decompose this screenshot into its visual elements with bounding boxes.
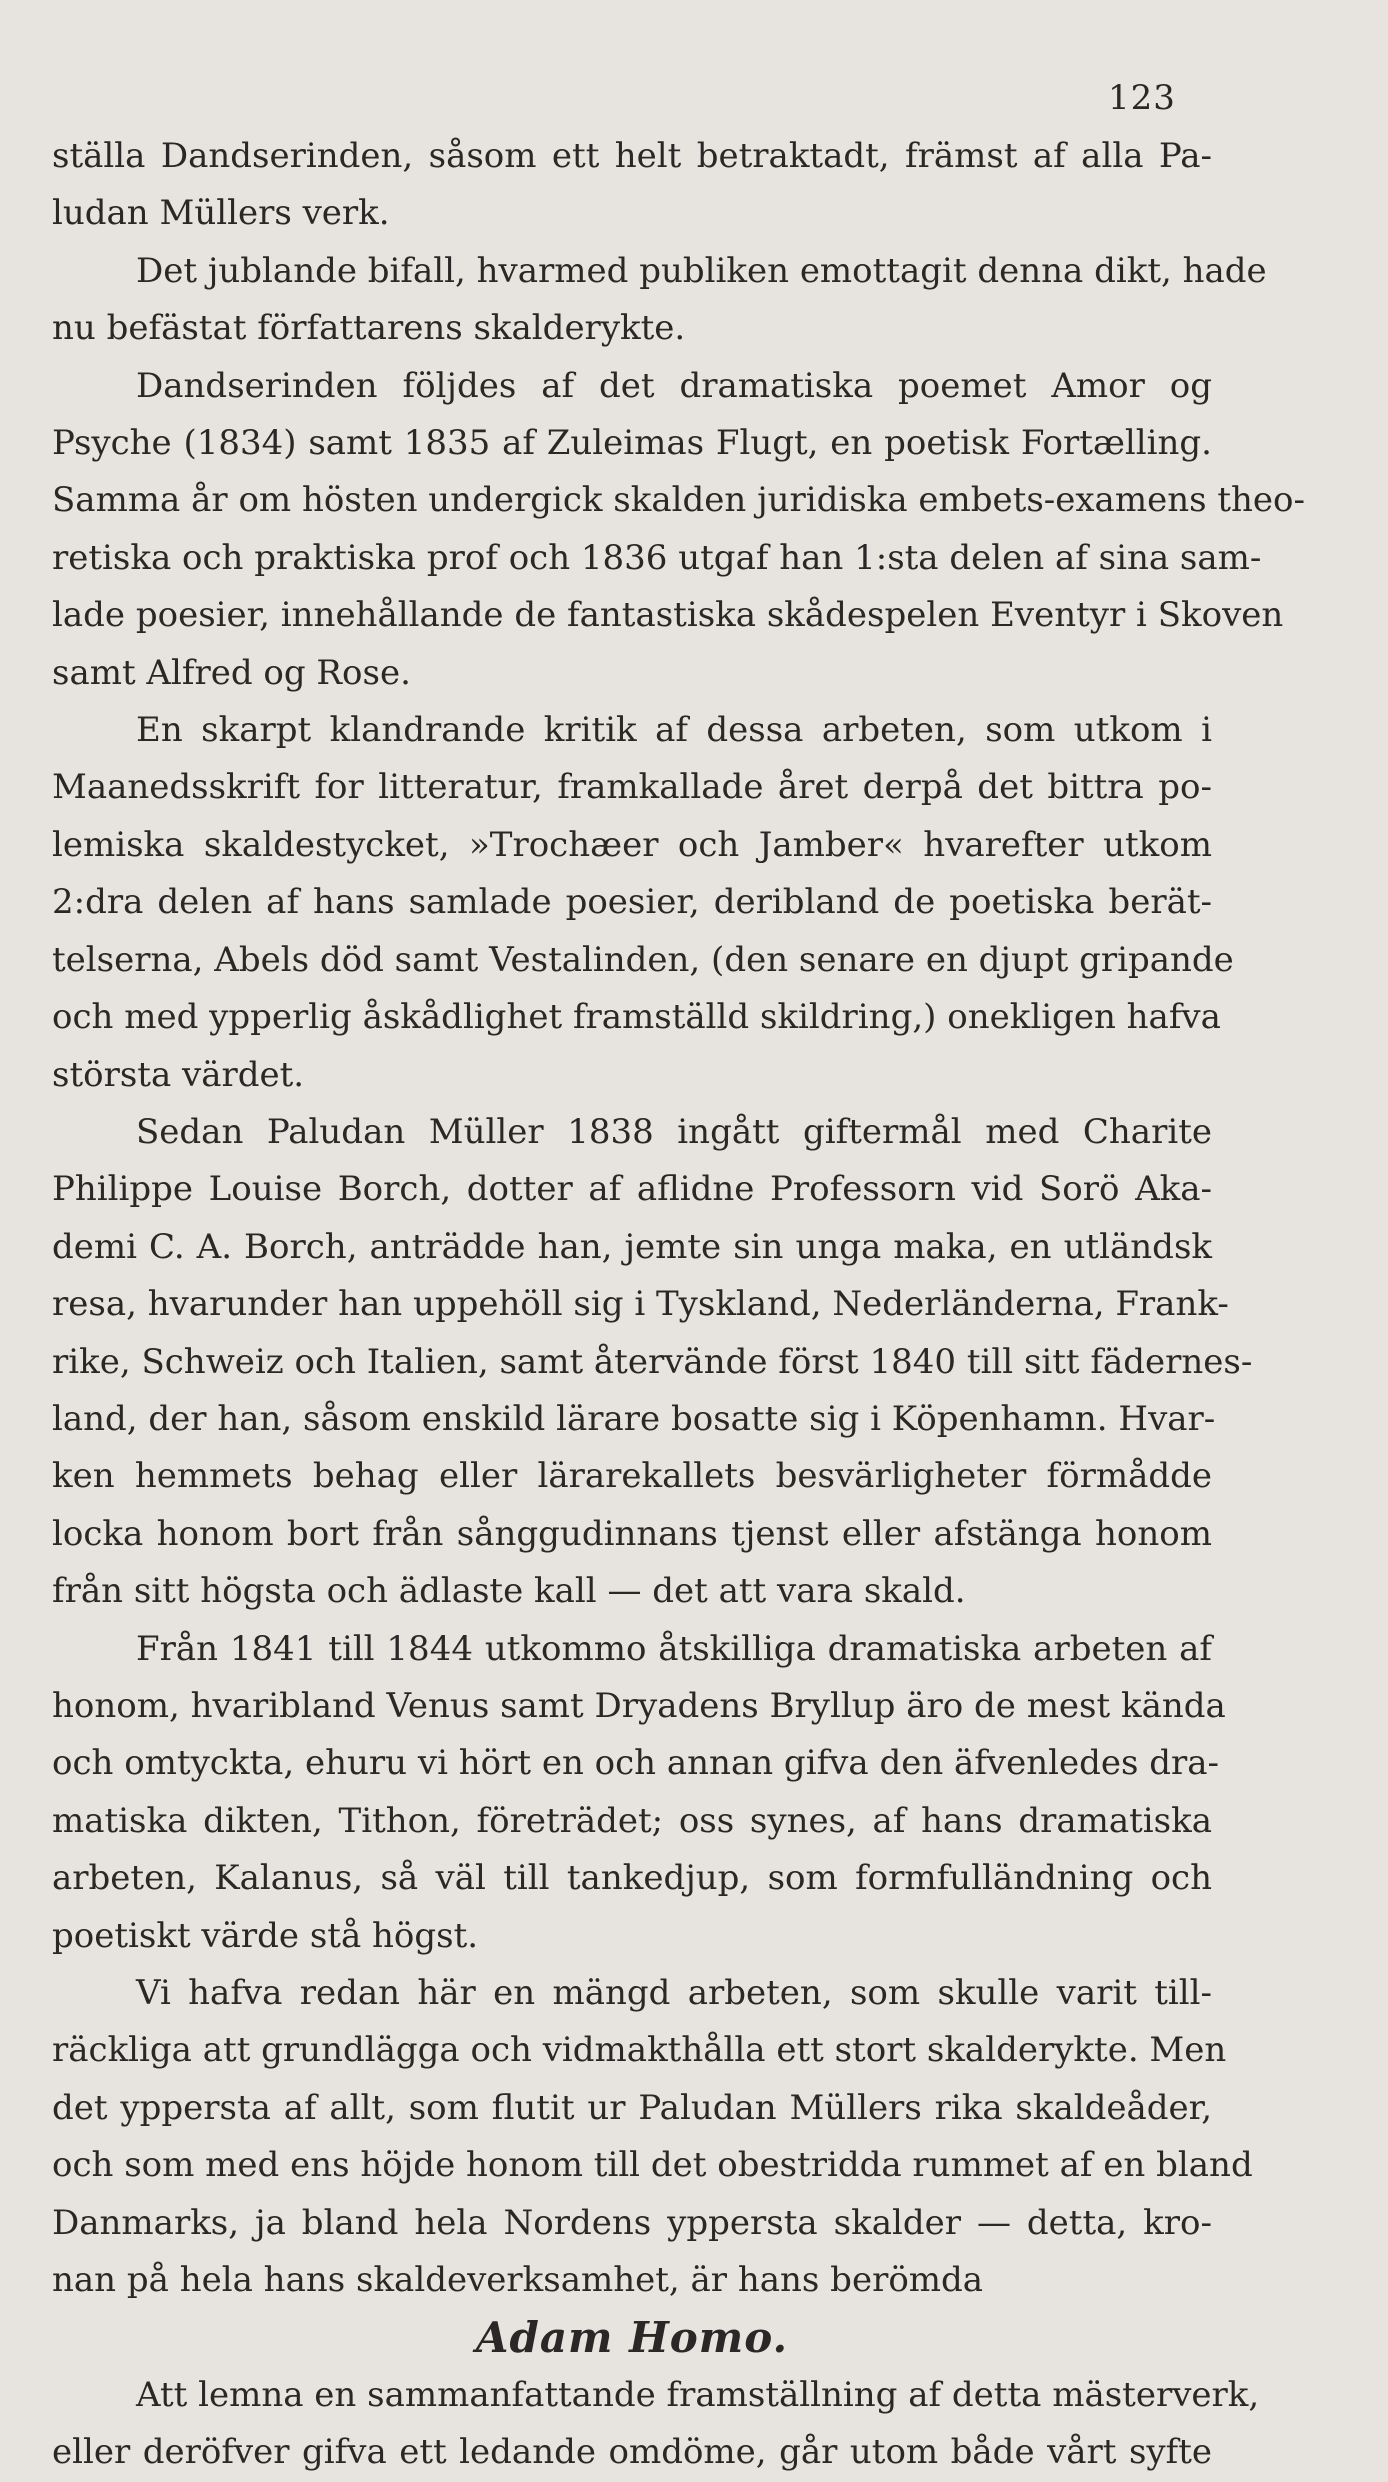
text-line: demi C. A. Borch, anträdde han, jemte sin unga maka, en utländsk [52,1226,1212,1267]
text-line: och omtyckta, ehuru vi hört en och annan gifva den äfvenledes dra- [52,1743,1220,1784]
text-line: nan på hela hans skaldeverksamhet, är hans berömda [52,2260,984,2301]
text-line: Dandserinden följdes af det dramatiska poemet Amor og [136,365,1212,406]
text-line: land, der han, såsom enskild lärare bosatte sig i Köpenhamn. Hvar- [52,1398,1216,1439]
text-line: lade poesier, innehållande de fantastiska skådespelen Eventyr i Skoven [52,595,1284,636]
text-line: ken hemmets behag eller lärarekallets besvärligheter förmådde [52,1456,1212,1497]
text-line: 2:dra delen af hans samlade poesier, deribland de poetiska berät- [52,882,1212,923]
text-line: locka honom bort från sånggudinnans tjenst eller afstänga honom [52,1513,1212,1554]
text-line: arbeten, Kalanus, så väl till tankedjup, som formfulländning och [52,1858,1212,1899]
text-line: Från 1841 till 1844 utkommo åtskilliga dramatiska arbeten af [136,1628,1212,1669]
text-line: och som med ens höjde honom till det obestridda rummet af en bland [52,2145,1253,2186]
text-line: Danmarks, ja bland hela Nordens yppersta skalder — detta, kro- [52,2202,1212,2243]
text-line: räckliga att grundlägga och vidmakthålla ett stort skalderykte. Men [52,2030,1227,2071]
text-line: Det jublande bifall, hvarmed publiken emottagit denna dikt, hade [136,250,1267,291]
text-line: samt Alfred og Rose. [52,652,411,693]
text-line: matiska dikten, Tithon, företrädet; oss synes, af hans dramatiska [52,1800,1212,1841]
text-line: och med ypperlig åskådlighet framställd skildring,) onekligen hafva [52,997,1221,1038]
text-line: eller deröfver gifva ett ledande omdöme, går utom både vårt syfte [52,2432,1212,2473]
text-line: poetiskt värde stå högst. [52,1915,479,1956]
section-heading: Adam Homo. [475,2313,789,2363]
text-line: Att lemna en sammanfattande framställning af detta mästerverk, [136,2374,1260,2415]
text-line: största värdet. [52,1054,305,1095]
text-line: Vi hafva redan här en mängd arbeten, som skulle varit till- [136,1973,1212,2013]
text-line: Psyche (1834) samt 1835 af Zuleimas Flugt, en poetisk Fortælling. [52,423,1212,464]
text-line: lemiska skaldestycket, »Trochæer och Jamber« hvarefter utkom [52,824,1212,865]
text-line: nu befästat författarens skalderykte. [52,308,686,349]
body-text [52,128,1305,2482]
text-line: det yppersta af allt, som flutit ur Paludan Müllers rika skaldeåder, [52,2087,1212,2128]
text-line: telserna, Abels död samt Vestalinden, (den senare en djupt gripande [52,939,1234,980]
text-line: Philippe Louise Borch, dotter af aflidne Professorn vid Sorö Aka- [52,1169,1212,1210]
text-line: Maanedsskrift for litteratur, framkallade året derpå det bittra po- [52,767,1212,808]
text-line: från sitt högsta och ädlaste kall — det att vara skald. [52,1571,966,1612]
text-line: Sedan Paludan Müller 1838 ingått giftermål med Charite [136,1111,1212,1152]
text-line: En skarpt klandrande kritik af dessa arbeten, som utkom i [136,710,1212,751]
text-line: Samma år om hösten undergick skalden juridiska embets-examens theo- [52,480,1305,521]
text-line: rike, Schweiz och Italien, samt återvände först 1840 till sitt fädernes- [52,1341,1253,1382]
text-line: resa, hvarunder han uppehöll sig i Tyskland, Nederländerna, Frank- [52,1284,1229,1325]
text-line: honom, hvaribland Venus samt Dryadens Bryllup äro de mest kända [52,1685,1226,1726]
page-number: 123 [1108,78,1176,118]
text-line: ställa Dandserinden, såsom ett helt betraktadt, främst af alla Pa- [52,136,1212,176]
text-line: ludan Müllers verk. [52,193,390,234]
text-line: retiska och praktiska prof och 1836 utgaf han 1:sta delen af sina sam- [52,537,1262,578]
